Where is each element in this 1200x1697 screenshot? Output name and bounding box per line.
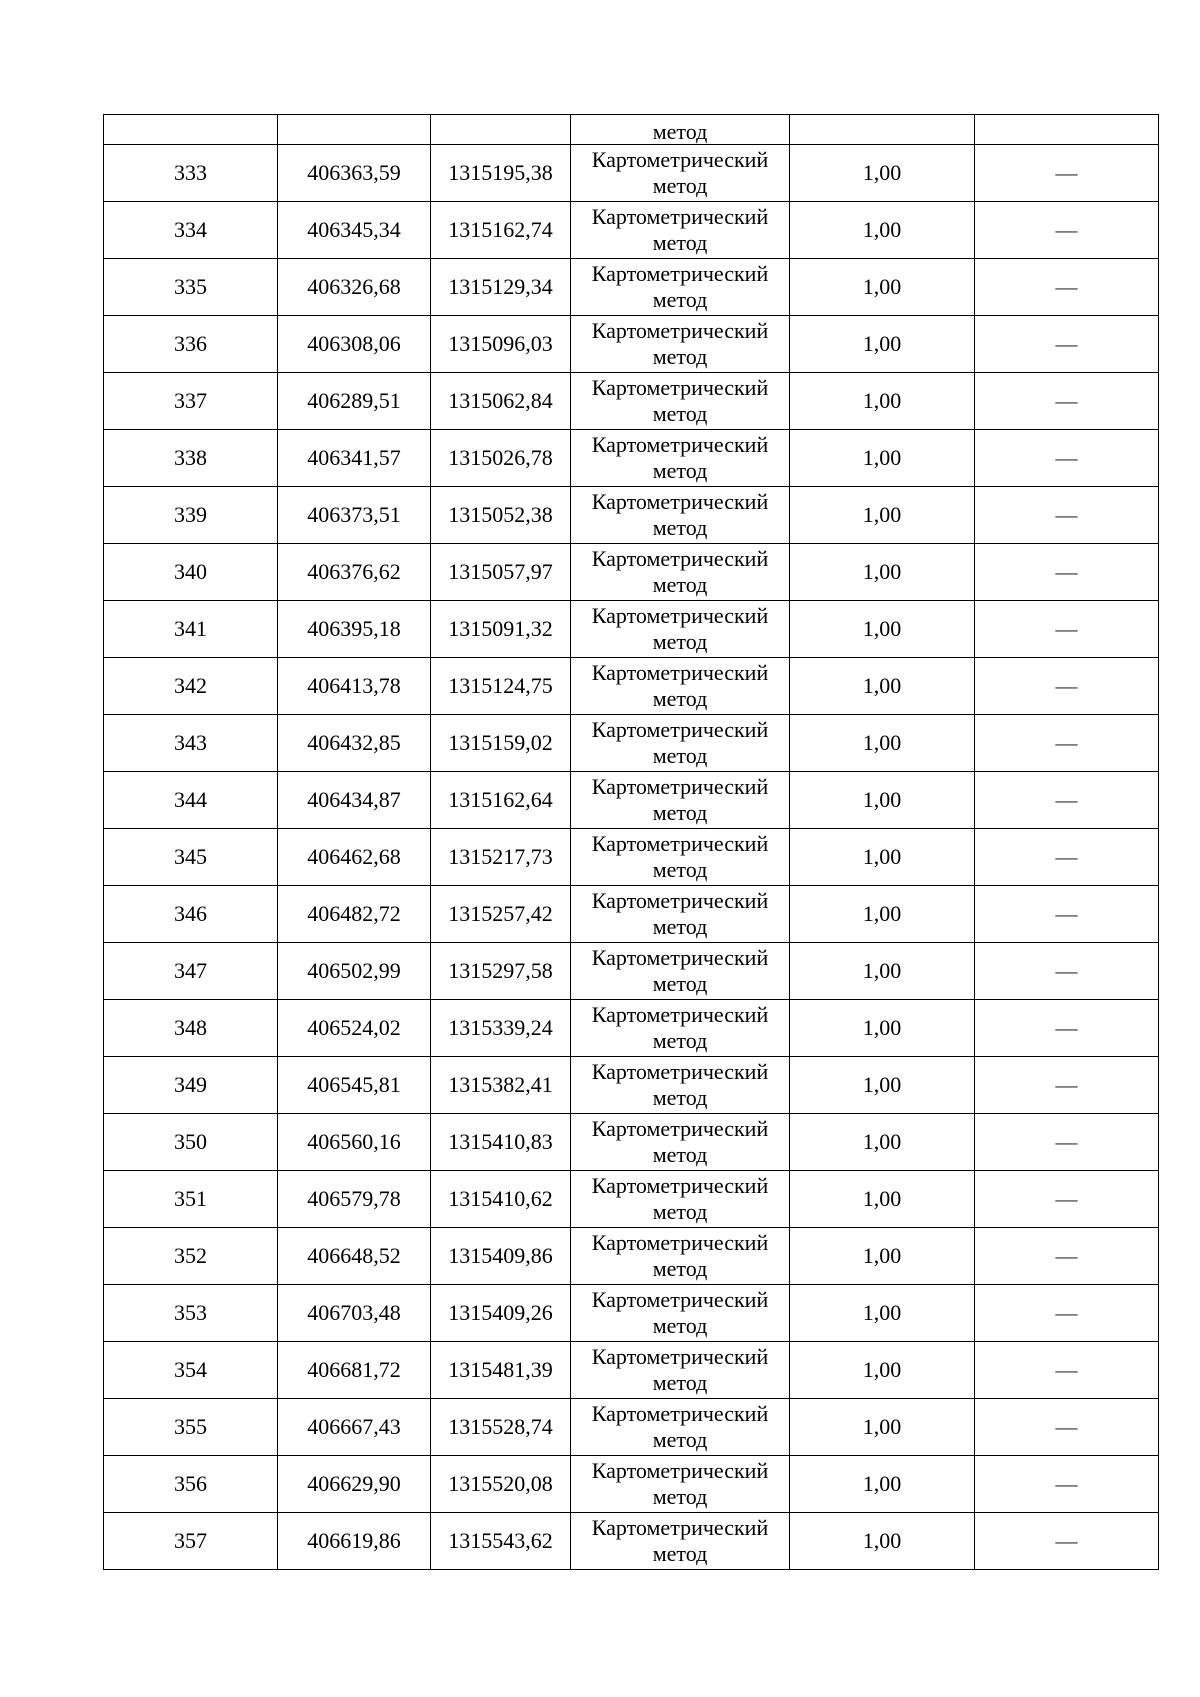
cell-point-number: 357: [104, 1513, 278, 1570]
cell-point-number: 347: [104, 943, 278, 1000]
cell-method: [571, 829, 790, 886]
cell-point-number: 338: [104, 430, 278, 487]
cell-note: [975, 1285, 1159, 1342]
cell-accuracy: 1,00: [790, 1000, 975, 1057]
cell-point-number: 353: [104, 1285, 278, 1342]
cell-point-number: 333: [104, 145, 278, 202]
cell-y: 1315026,78: [431, 430, 571, 487]
cell-y: 1315543,62: [431, 1513, 571, 1570]
method-line1: Картометрический: [591, 1173, 769, 1198]
dash-mark: —: [1055, 1471, 1078, 1496]
table-row: [104, 1171, 1159, 1228]
cell-accuracy: 1,00: [790, 886, 975, 943]
cell-point-number: [104, 115, 278, 145]
cell-method: [571, 1114, 790, 1171]
dash-mark: —: [1055, 730, 1078, 755]
method-line2: метод: [652, 629, 708, 654]
dash-mark: —: [1055, 958, 1078, 983]
cell-note: [975, 943, 1159, 1000]
method-line1: Картометрический: [591, 432, 769, 457]
cell-accuracy: 1,00: [790, 1057, 975, 1114]
cell-note: [975, 715, 1159, 772]
cell-note: [975, 145, 1159, 202]
cell-accuracy: 1,00: [790, 658, 975, 715]
cell-point-number: 354: [104, 1342, 278, 1399]
cell-accuracy: 1,00: [790, 202, 975, 259]
cell-note: [975, 316, 1159, 373]
cell-point-number: 340: [104, 544, 278, 601]
table-row: [104, 658, 1159, 715]
method-line2: метод: [652, 1028, 708, 1053]
dash-mark: —: [1055, 1528, 1078, 1553]
method-line1: Картометрический: [591, 1515, 769, 1540]
cell-method: [571, 886, 790, 943]
cell-note: [975, 487, 1159, 544]
cell-y: 1315409,86: [431, 1228, 571, 1285]
cell-y: 1315409,26: [431, 1285, 571, 1342]
dash-mark: —: [1055, 160, 1078, 185]
method-line1: Картометрический: [591, 1401, 769, 1426]
cell-method-tail: метод: [571, 115, 790, 145]
cell-method: [571, 715, 790, 772]
cell-accuracy: 1,00: [790, 943, 975, 1000]
cell-accuracy: 1,00: [790, 1171, 975, 1228]
cell-y: 1315062,84: [431, 373, 571, 430]
method-line2: метод: [652, 1199, 708, 1224]
cell-accuracy: 1,00: [790, 1513, 975, 1570]
method-line1: Картометрический: [591, 1344, 769, 1369]
cell-note: [975, 373, 1159, 430]
method-line1: Картометрический: [591, 1059, 769, 1084]
dash-mark: —: [1055, 1414, 1078, 1439]
cell-accuracy: 1,00: [790, 1114, 975, 1171]
cell-note: [975, 772, 1159, 829]
cell-accuracy: 1,00: [790, 829, 975, 886]
cell-y: 1315195,38: [431, 145, 571, 202]
cell-method: [571, 373, 790, 430]
cell-point-number: 336: [104, 316, 278, 373]
dash-mark: —: [1055, 217, 1078, 242]
cell-note: [975, 1513, 1159, 1570]
cell-point-number: 337: [104, 373, 278, 430]
cell-accuracy: 1,00: [790, 1285, 975, 1342]
cell-accuracy: 1,00: [790, 487, 975, 544]
method-line1: Картометрический: [591, 660, 769, 685]
cell-point-number: 356: [104, 1456, 278, 1513]
cell-x: 406681,72: [278, 1342, 431, 1399]
cell-method: [571, 943, 790, 1000]
cell-point-number: 348: [104, 1000, 278, 1057]
table-row: [104, 1342, 1159, 1399]
cell-method: [571, 601, 790, 658]
cell-y: 1315162,64: [431, 772, 571, 829]
cell-method: [571, 1513, 790, 1570]
cell-y: [431, 115, 571, 145]
cell-y: 1315257,42: [431, 886, 571, 943]
cell-note: [975, 1342, 1159, 1399]
table-row: [104, 202, 1159, 259]
cell-x: 406308,06: [278, 316, 431, 373]
method-line1: Картометрический: [591, 945, 769, 970]
method-line1: Картометрический: [591, 1458, 769, 1483]
cell-x: 406667,43: [278, 1399, 431, 1456]
cell-y: 1315162,74: [431, 202, 571, 259]
dash-mark: —: [1055, 331, 1078, 356]
dash-mark: —: [1055, 1129, 1078, 1154]
cell-accuracy: 1,00: [790, 316, 975, 373]
cell-method: [571, 1285, 790, 1342]
cell-method: [571, 1456, 790, 1513]
method-line2: метод: [652, 857, 708, 882]
cell-note: [975, 1114, 1159, 1171]
cell-note: [975, 658, 1159, 715]
cell-point-number: 334: [104, 202, 278, 259]
method-line2: метод: [652, 458, 708, 483]
cell-y: 1315528,74: [431, 1399, 571, 1456]
method-line1: Картометрический: [591, 831, 769, 856]
method-line1: Картометрический: [591, 375, 769, 400]
dash-mark: —: [1055, 901, 1078, 926]
cell-point-number: 349: [104, 1057, 278, 1114]
cell-accuracy: 1,00: [790, 601, 975, 658]
cell-point-number: 339: [104, 487, 278, 544]
cell-y: 1315410,83: [431, 1114, 571, 1171]
cell-y: 1315520,08: [431, 1456, 571, 1513]
cell-method: [571, 658, 790, 715]
cell-x: 406373,51: [278, 487, 431, 544]
method-line2: метод: [652, 1427, 708, 1452]
cell-x: 406648,52: [278, 1228, 431, 1285]
method-line1: Картометрический: [591, 717, 769, 742]
method-line1: Картометрический: [591, 1230, 769, 1255]
cell-y: 1315052,38: [431, 487, 571, 544]
cell-accuracy: 1,00: [790, 1399, 975, 1456]
cell-method: [571, 544, 790, 601]
cell-y: 1315129,34: [431, 259, 571, 316]
cell-y: 1315339,24: [431, 1000, 571, 1057]
cell-x: 406376,62: [278, 544, 431, 601]
dash-mark: —: [1055, 445, 1078, 470]
cell-x: 406629,90: [278, 1456, 431, 1513]
cell-x: 406560,16: [278, 1114, 431, 1171]
cell-y: 1315096,03: [431, 316, 571, 373]
method-line2: метод: [652, 344, 708, 369]
cell-accuracy: 1,00: [790, 715, 975, 772]
cell-x: 406326,68: [278, 259, 431, 316]
cell-x: 406434,87: [278, 772, 431, 829]
cell-y: 1315091,32: [431, 601, 571, 658]
cell-method: [571, 1399, 790, 1456]
cell-x: 406545,81: [278, 1057, 431, 1114]
dash-mark: —: [1055, 844, 1078, 869]
cell-point-number: 350: [104, 1114, 278, 1171]
cell-note: [975, 1399, 1159, 1456]
method-line1: Картометрический: [591, 1002, 769, 1027]
cell-point-number: 351: [104, 1171, 278, 1228]
table-row: [104, 1456, 1159, 1513]
cell-method: [571, 1057, 790, 1114]
method-line2: метод: [652, 800, 708, 825]
method-line1: Картометрический: [591, 1116, 769, 1141]
cell-point-number: 342: [104, 658, 278, 715]
table-row: [104, 316, 1159, 373]
cell-point-number: 341: [104, 601, 278, 658]
cell-point-number: 343: [104, 715, 278, 772]
table-row: [104, 430, 1159, 487]
cell-y: 1315481,39: [431, 1342, 571, 1399]
method-line2: метод: [652, 515, 708, 540]
method-line2: метод: [652, 743, 708, 768]
cell-y: 1315410,62: [431, 1171, 571, 1228]
cell-point-number: 344: [104, 772, 278, 829]
method-line1: Картометрический: [591, 1287, 769, 1312]
cell-x: 406703,48: [278, 1285, 431, 1342]
cell-point-number: 355: [104, 1399, 278, 1456]
cell-y: 1315057,97: [431, 544, 571, 601]
dash-mark: —: [1055, 388, 1078, 413]
cell-x: 406363,59: [278, 145, 431, 202]
cell-accuracy: 1,00: [790, 373, 975, 430]
table-row: [104, 145, 1159, 202]
table-row: [104, 772, 1159, 829]
continuation-row: [104, 115, 1159, 145]
method-line2: метод: [652, 401, 708, 426]
cell-note: [975, 1456, 1159, 1513]
cell-x: 406524,02: [278, 1000, 431, 1057]
method-line1: Картометрический: [591, 147, 769, 172]
table-row: [104, 487, 1159, 544]
method-line1: Картометрический: [591, 489, 769, 514]
cell-note: [975, 202, 1159, 259]
table-row: [104, 1513, 1159, 1570]
cell-point-number: 335: [104, 259, 278, 316]
dash-mark: —: [1055, 559, 1078, 584]
cell-method: [571, 202, 790, 259]
table-body: [104, 115, 1159, 1570]
cell-x: 406462,68: [278, 829, 431, 886]
method-line2: метод: [652, 572, 708, 597]
cell-method: [571, 430, 790, 487]
cell-point-number: 352: [104, 1228, 278, 1285]
method-line2: метод: [652, 1541, 708, 1566]
cell-note: [975, 430, 1159, 487]
cell-note: [975, 1171, 1159, 1228]
cell-note: [975, 544, 1159, 601]
table-row: [104, 544, 1159, 601]
dash-mark: —: [1055, 787, 1078, 812]
cell-x: 406619,86: [278, 1513, 431, 1570]
coordinates-table: [103, 114, 1159, 1570]
cell-accuracy: 1,00: [790, 772, 975, 829]
table-row: [104, 1228, 1159, 1285]
table-row: [104, 943, 1159, 1000]
cell-accuracy: 1,00: [790, 1342, 975, 1399]
method-line1: Картометрический: [591, 318, 769, 343]
cell-x: 406413,78: [278, 658, 431, 715]
table-row: [104, 259, 1159, 316]
cell-x: 406579,78: [278, 1171, 431, 1228]
method-line2: метод: [652, 173, 708, 198]
cell-x: 406395,18: [278, 601, 431, 658]
cell-accuracy: 1,00: [790, 430, 975, 487]
cell-method: [571, 1000, 790, 1057]
table-row: [104, 715, 1159, 772]
cell-method: [571, 145, 790, 202]
cell-method: [571, 259, 790, 316]
cell-x: 406289,51: [278, 373, 431, 430]
dash-mark: —: [1055, 673, 1078, 698]
dash-mark: —: [1055, 1300, 1078, 1325]
cell-note: [975, 1057, 1159, 1114]
cell-note: [975, 1000, 1159, 1057]
cell-method: [571, 1171, 790, 1228]
cell-x: 406345,34: [278, 202, 431, 259]
cell-note: [975, 115, 1159, 145]
method-line2: метод: [652, 1256, 708, 1281]
cell-point-number: 345: [104, 829, 278, 886]
cell-note: [975, 829, 1159, 886]
cell-note: [975, 1228, 1159, 1285]
cell-x: 406432,85: [278, 715, 431, 772]
dash-mark: —: [1055, 1243, 1078, 1268]
cell-note: [975, 601, 1159, 658]
cell-accuracy: 1,00: [790, 544, 975, 601]
table-row: [104, 829, 1159, 886]
cell-point-number: 346: [104, 886, 278, 943]
cell-accuracy: 1,00: [790, 145, 975, 202]
cell-y: 1315297,58: [431, 943, 571, 1000]
method-line2: метод: [652, 686, 708, 711]
method-line2: метод: [652, 287, 708, 312]
method-line2: метод: [652, 230, 708, 255]
method-line2: метод: [652, 1370, 708, 1395]
table-row: [104, 601, 1159, 658]
cell-x: 406502,99: [278, 943, 431, 1000]
method-line1: Картометрический: [591, 546, 769, 571]
method-line2: метод: [652, 1484, 708, 1509]
method-line1: Картометрический: [591, 888, 769, 913]
dash-mark: —: [1055, 1015, 1078, 1040]
cell-y: 1315217,73: [431, 829, 571, 886]
cell-x: 406341,57: [278, 430, 431, 487]
method-line1: Картометрический: [591, 204, 769, 229]
method-line1: Картометрический: [591, 774, 769, 799]
cell-accuracy: 1,00: [790, 259, 975, 316]
method-line1: Картометрический: [591, 603, 769, 628]
method-line2: метод: [652, 971, 708, 996]
method-line2: метод: [652, 1142, 708, 1167]
cell-x: 406482,72: [278, 886, 431, 943]
cell-method: [571, 1228, 790, 1285]
table-row: [104, 1399, 1159, 1456]
dash-mark: —: [1055, 502, 1078, 527]
table-row: [104, 1057, 1159, 1114]
dash-mark: —: [1055, 1072, 1078, 1097]
table-row: [104, 1114, 1159, 1171]
table-row: [104, 1000, 1159, 1057]
cell-y: 1315159,02: [431, 715, 571, 772]
cell-y: 1315382,41: [431, 1057, 571, 1114]
cell-accuracy: [790, 115, 975, 145]
dash-mark: —: [1055, 274, 1078, 299]
method-line2: метод: [652, 1085, 708, 1110]
method-line2: метод: [652, 914, 708, 939]
method-line1: Картометрический: [591, 261, 769, 286]
dash-mark: —: [1055, 1186, 1078, 1211]
cell-y: 1315124,75: [431, 658, 571, 715]
cell-method: [571, 316, 790, 373]
cell-note: [975, 259, 1159, 316]
cell-method: [571, 772, 790, 829]
table-row: [104, 886, 1159, 943]
dash-mark: —: [1055, 1357, 1078, 1382]
table-row: [104, 1285, 1159, 1342]
cell-accuracy: 1,00: [790, 1456, 975, 1513]
cell-accuracy: 1,00: [790, 1228, 975, 1285]
cell-method: [571, 1342, 790, 1399]
table-row: [104, 373, 1159, 430]
method-line2: метод: [652, 1313, 708, 1338]
cell-method: [571, 487, 790, 544]
dash-mark: —: [1055, 616, 1078, 641]
cell-note: [975, 886, 1159, 943]
cell-x: [278, 115, 431, 145]
